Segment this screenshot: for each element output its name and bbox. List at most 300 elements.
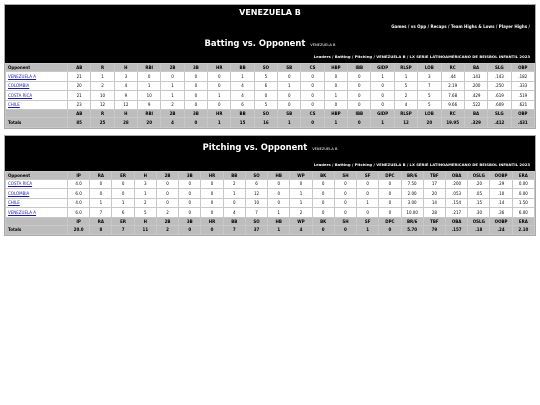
opponent-link-costa-rica[interactable]: COSTA RICA bbox=[8, 181, 33, 187]
crumb-tournament[interactable]: LX SERIE LATINOAMERICANO DE BEISBOL INFANTIL 2023 bbox=[409, 161, 530, 167]
stat-cell-2b: 0 bbox=[156, 198, 178, 208]
stat-cell-era: 0.00 bbox=[512, 189, 534, 199]
col-header-opponent: Opponent bbox=[6, 64, 68, 72]
col-header-oba: OBA bbox=[445, 171, 467, 179]
totals-cell-3b: 0 bbox=[184, 118, 207, 128]
crumb-pitching[interactable]: Pitching bbox=[354, 161, 373, 167]
stat-cell-rlsp: 5 bbox=[394, 81, 417, 91]
stat-cell-r: 12 bbox=[91, 100, 114, 110]
col-header-hb: HB bbox=[268, 217, 290, 225]
stat-cell-2b: 0 bbox=[156, 189, 178, 199]
col-header-hbp: HBP bbox=[324, 64, 347, 72]
stat-cell-sh: 0 bbox=[334, 208, 356, 218]
stat-cell-bb: 0 bbox=[223, 198, 245, 208]
col-header-obp: OBP bbox=[511, 64, 534, 72]
pitching-header bbox=[5, 136, 535, 171]
col-header-hr: HR bbox=[201, 171, 223, 179]
table-row bbox=[6, 189, 535, 199]
col-header-sb: SB bbox=[278, 110, 301, 118]
col-header-3b: 3B bbox=[179, 171, 201, 179]
col-header-bb: BB bbox=[223, 217, 245, 225]
stat-cell-er: 6 bbox=[112, 208, 134, 218]
nav-team-highs-lows[interactable]: Team Highs & Lows bbox=[450, 24, 495, 29]
stat-cell-rc: 7.68 bbox=[441, 91, 464, 101]
totals-cell-ba: .329 bbox=[464, 118, 487, 128]
col-header-3b: 3B bbox=[184, 64, 207, 72]
stat-cell-wp: 0 bbox=[290, 179, 312, 189]
stat-cell-ab: 23 bbox=[68, 100, 91, 110]
stat-cell-hr: 0 bbox=[208, 72, 231, 82]
col-header-so: SO bbox=[254, 110, 277, 118]
totals-cell-er: 7 bbox=[112, 225, 134, 235]
stat-cell-gidp: 1 bbox=[371, 72, 394, 82]
totals-cell-lob: 20 bbox=[418, 118, 441, 128]
col-header-rbi: RBI bbox=[138, 110, 161, 118]
crumb-pitching[interactable]: Pitching bbox=[354, 54, 373, 59]
stat-cell-oslg: .20 bbox=[468, 179, 490, 189]
stat-cell-hr: 0 bbox=[208, 81, 231, 91]
stat-cell-sb: 0 bbox=[278, 72, 301, 82]
stat-cell-2b: 0 bbox=[156, 179, 178, 189]
stat-cell-bb: 4 bbox=[231, 81, 254, 91]
table-row bbox=[6, 179, 535, 189]
opponent-link-venezuela-a[interactable]: VENEZUELA A bbox=[8, 73, 37, 79]
stat-cell-ra: 1 bbox=[90, 198, 112, 208]
stat-cell-oobp: .36 bbox=[490, 208, 512, 218]
totals-cell-hbp: 1 bbox=[324, 118, 347, 128]
stat-cell-lob: 5 bbox=[418, 100, 441, 110]
stat-cell-so: 10 bbox=[245, 198, 267, 208]
col-header-er: ER bbox=[112, 217, 134, 225]
stat-cell-2b: 2 bbox=[161, 100, 184, 110]
stat-cell-lob: 7 bbox=[418, 81, 441, 91]
stat-cell-hr: 0 bbox=[208, 100, 231, 110]
col-header-er: ER bbox=[112, 171, 134, 179]
totals-cell-ibb: 0 bbox=[348, 118, 371, 128]
stat-cell-lob: 5 bbox=[418, 91, 441, 101]
col-header-rc: RC bbox=[441, 110, 464, 118]
stat-cell-ibb: 0 bbox=[348, 91, 371, 101]
col-header-oobp: OOBP bbox=[490, 171, 512, 179]
stat-cell-er: 1 bbox=[112, 198, 134, 208]
crumb-batting[interactable]: Batting bbox=[334, 54, 351, 59]
crumb-leaders[interactable]: Leaders bbox=[313, 161, 331, 167]
col-header-obp: OBP bbox=[511, 110, 534, 118]
col-header-bb: BB bbox=[231, 110, 254, 118]
crumb-leaders[interactable]: Leaders bbox=[313, 54, 331, 59]
stat-cell-so: 5 bbox=[254, 72, 277, 82]
col-header-ibb: IBB bbox=[348, 64, 371, 72]
stat-cell-bk: 0 bbox=[312, 179, 334, 189]
pitching-breadcrumb: Leaders / Batting / Pitching / VENEZUELA B / LX SERIE LATINOAMERICANO DE BEISBOL INFANTIL 2023 bbox=[313, 161, 530, 167]
stat-cell-2b: 1 bbox=[161, 91, 184, 101]
col-header-hr: HR bbox=[208, 110, 231, 118]
stat-cell-3b: 0 bbox=[179, 189, 201, 199]
stat-cell-rlsp: 1 bbox=[394, 72, 417, 82]
totals-cell-dpc: 0 bbox=[379, 225, 401, 235]
opponent-cell bbox=[6, 100, 68, 110]
col-header-br-6: BR/6 bbox=[401, 171, 423, 179]
stat-cell-er: 0 bbox=[112, 179, 134, 189]
col-header-oba: OBA bbox=[445, 217, 467, 225]
opponent-link-chile[interactable]: CHILE bbox=[8, 102, 20, 108]
opponent-link-colombia[interactable]: COLOMBIA bbox=[8, 190, 30, 196]
col-header-3b: 3B bbox=[179, 217, 201, 225]
stat-cell-br-6: 10.00 bbox=[401, 208, 423, 218]
opponent-cell bbox=[6, 91, 68, 101]
col-header-2b: 2B bbox=[156, 217, 178, 225]
stat-cell-ab: 21 bbox=[68, 72, 91, 82]
col-header-3b: 3B bbox=[184, 110, 207, 118]
col-header-rlsp: RLSP bbox=[394, 64, 417, 72]
col-header-r: R bbox=[91, 64, 114, 72]
table-row bbox=[6, 198, 535, 208]
col-header-ab: AB bbox=[68, 110, 91, 118]
stat-cell-ra: 7 bbox=[90, 208, 112, 218]
stat-cell-sh: 0 bbox=[334, 198, 356, 208]
stat-cell-sh: 0 bbox=[334, 179, 356, 189]
totals-cell-bb: 7 bbox=[223, 225, 245, 235]
stat-cell-obp: .182 bbox=[511, 72, 534, 82]
stat-cell-bb: 4 bbox=[231, 91, 254, 101]
stat-cell-3b: 0 bbox=[179, 179, 201, 189]
stat-cell-bb: 4 bbox=[223, 208, 245, 218]
stat-cell-rbi: 1 bbox=[138, 81, 161, 91]
totals-cell-hr: 0 bbox=[201, 225, 223, 235]
stat-cell-3b: 0 bbox=[184, 72, 207, 82]
stat-cell-wp: 2 bbox=[290, 208, 312, 218]
col-header-hr: HR bbox=[208, 64, 231, 72]
stat-cell-lob: 3 bbox=[418, 72, 441, 82]
col-header-dpc: DPC bbox=[379, 171, 401, 179]
col-header-wp: WP bbox=[290, 171, 312, 179]
stat-cell-bk: 0 bbox=[312, 208, 334, 218]
col-header-ibb: IBB bbox=[348, 110, 371, 118]
stat-cell-hbp: 0 bbox=[324, 100, 347, 110]
col-header-bb: BB bbox=[223, 171, 245, 179]
stat-cell-hbp: 0 bbox=[324, 72, 347, 82]
col-header-so: SO bbox=[245, 171, 267, 179]
stat-cell-era: 6.00 bbox=[512, 208, 534, 218]
pitching-header-row bbox=[6, 171, 535, 179]
stat-cell-bb: 2 bbox=[223, 179, 245, 189]
stat-cell-oba: .154 bbox=[445, 198, 467, 208]
stat-cell-hr: 0 bbox=[201, 179, 223, 189]
totals-cell-ip: 20.0 bbox=[68, 225, 90, 235]
col-header-2b: 2B bbox=[156, 171, 178, 179]
totals-cell-br-6: 5.70 bbox=[401, 225, 423, 235]
totals-cell-bb: 15 bbox=[231, 118, 254, 128]
stat-cell-ibb: 0 bbox=[348, 100, 371, 110]
stat-cell-rbi: 10 bbox=[138, 91, 161, 101]
batting-card bbox=[4, 4, 536, 129]
stat-cell-h: 9 bbox=[114, 91, 137, 101]
totals-cell-sb: 1 bbox=[278, 118, 301, 128]
stat-cell-tbf: 28 bbox=[423, 208, 445, 218]
stat-cell-sf: 0 bbox=[357, 179, 379, 189]
col-header-hb: HB bbox=[268, 171, 290, 179]
crumb-team[interactable]: VENEZUELA B bbox=[376, 161, 406, 167]
stat-cell-ip: 4.0 bbox=[68, 198, 90, 208]
top-header bbox=[5, 5, 535, 63]
batting-table bbox=[5, 63, 535, 128]
stat-cell-obp: .333 bbox=[511, 81, 534, 91]
stat-cell-era: 0.00 bbox=[512, 179, 534, 189]
stat-cell-obp: .621 bbox=[511, 100, 534, 110]
col-header-era: ERA bbox=[512, 171, 534, 179]
stat-cell-hbp: 1 bbox=[324, 91, 347, 101]
col-header-slg: SLG bbox=[488, 110, 511, 118]
stat-cell-ibb: 0 bbox=[348, 81, 371, 91]
col-header-rc: RC bbox=[441, 64, 464, 72]
stat-cell-so: 6 bbox=[254, 81, 277, 91]
col-header-ba: BA bbox=[464, 64, 487, 72]
stat-cell-br-6: 7.50 bbox=[401, 179, 423, 189]
col-header-h: H bbox=[114, 110, 137, 118]
stat-cell-ab: 21 bbox=[68, 91, 91, 101]
stat-cell-slg: .143 bbox=[488, 72, 511, 82]
col-header-r: R bbox=[91, 110, 114, 118]
opponent-cell bbox=[6, 198, 68, 208]
table-row bbox=[6, 72, 535, 82]
stat-cell-bk: 0 bbox=[312, 189, 334, 199]
opponent-link-venezuela-a[interactable]: VENEZUELA A bbox=[8, 209, 37, 215]
col-header-oobp: OOBP bbox=[490, 217, 512, 225]
col-header-ip: IP bbox=[68, 171, 90, 179]
pitching-body bbox=[6, 179, 535, 217]
totals-cell-rlsp: 12 bbox=[394, 118, 417, 128]
stat-cell-ab: 20 bbox=[68, 81, 91, 91]
col-header-cs: CS bbox=[301, 64, 324, 72]
col-header-2b: 2B bbox=[161, 110, 184, 118]
col-header-ra: RA bbox=[90, 171, 112, 179]
stat-cell-oobp: .29 bbox=[490, 179, 512, 189]
stat-cell-ip: 6.0 bbox=[68, 189, 90, 199]
col-header-slg: SLG bbox=[488, 64, 511, 72]
col-header-2b: 2B bbox=[161, 64, 184, 72]
col-header-br-6: BR/6 bbox=[401, 217, 423, 225]
table-row bbox=[6, 91, 535, 101]
stat-cell-sf: 1 bbox=[357, 198, 379, 208]
stat-cell-rbi: 9 bbox=[138, 100, 161, 110]
pitching-table bbox=[5, 171, 535, 236]
col-header-sh: SH bbox=[334, 171, 356, 179]
batting-body bbox=[6, 72, 535, 110]
stat-cell-ba: .522 bbox=[464, 100, 487, 110]
stat-cell-rc: 2.19 bbox=[441, 81, 464, 91]
col-header-rlsp: RLSP bbox=[394, 110, 417, 118]
stat-cell-sf: 0 bbox=[357, 189, 379, 199]
stat-cell-dpc: 0 bbox=[379, 198, 401, 208]
stat-cell-er: 0 bbox=[112, 189, 134, 199]
col-header-wp: WP bbox=[290, 217, 312, 225]
stat-cell-oba: .217 bbox=[445, 208, 467, 218]
totals-cell-ra: 8 bbox=[90, 225, 112, 235]
totals-cell-hb: 1 bbox=[268, 225, 290, 235]
crumb-team[interactable]: VENEZUELA B bbox=[376, 54, 406, 59]
stat-cell-hr: 0 bbox=[201, 198, 223, 208]
stat-cell-gidp: 0 bbox=[371, 81, 394, 91]
stat-cell-ibb: 0 bbox=[348, 72, 371, 82]
stat-cell-oba: .200 bbox=[445, 179, 467, 189]
col-header-so: SO bbox=[245, 217, 267, 225]
stat-cell-bb: 1 bbox=[223, 189, 245, 199]
stat-cell-rlsp: 2 bbox=[394, 91, 417, 101]
stat-cell-r: 2 bbox=[91, 81, 114, 91]
nav-player-highs[interactable]: Player Highs bbox=[498, 24, 528, 29]
stat-cell-sb: 0 bbox=[278, 100, 301, 110]
col-header-opponent: Opponent bbox=[6, 171, 68, 179]
stat-cell-ba: .429 bbox=[464, 91, 487, 101]
totals-cell-2b: 4 bbox=[161, 118, 184, 128]
stat-cell-sh: 0 bbox=[334, 189, 356, 199]
col-header-blank bbox=[6, 110, 68, 118]
stat-cell-gidp: 0 bbox=[371, 100, 394, 110]
stat-cell-slg: .619 bbox=[488, 91, 511, 101]
totals-label: Totals bbox=[6, 118, 68, 128]
col-header-bb: BB bbox=[231, 64, 254, 72]
col-header-tbf: TBF bbox=[423, 171, 445, 179]
crumb-batting[interactable]: Batting bbox=[334, 161, 351, 167]
stat-cell-ba: .143 bbox=[464, 72, 487, 82]
pitching-totals-row bbox=[6, 225, 535, 235]
crumb-tournament[interactable]: LX SERIE LATINOAMERICANO DE BEISBOL INFANTIL 2023 bbox=[409, 54, 530, 59]
stat-cell-oobp: .14 bbox=[490, 198, 512, 208]
stat-cell-h: 3 bbox=[114, 72, 137, 82]
stat-cell-tbf: 20 bbox=[423, 189, 445, 199]
totals-cell-obp: .431 bbox=[511, 118, 534, 128]
stat-cell-rlsp: 4 bbox=[394, 100, 417, 110]
nav-vs-opp[interactable]: vs Opp bbox=[410, 24, 427, 29]
stat-cell-hb: 0 bbox=[268, 179, 290, 189]
stat-cell-h: 2 bbox=[134, 198, 156, 208]
nav-games[interactable]: Games bbox=[391, 24, 407, 29]
stat-cell-ip: 6.0 bbox=[68, 208, 90, 218]
stat-cell-so: 6 bbox=[245, 179, 267, 189]
stat-cell-2b: 2 bbox=[156, 208, 178, 218]
pitching-card bbox=[4, 135, 536, 237]
col-header-ba: BA bbox=[464, 110, 487, 118]
stat-cell-rbi: 0 bbox=[138, 72, 161, 82]
batting-header-row bbox=[6, 64, 535, 72]
stat-cell-hbp: 0 bbox=[324, 81, 347, 91]
col-header-oslg: OSLG bbox=[468, 217, 490, 225]
col-header-cs: CS bbox=[301, 110, 324, 118]
stat-cell-hb: 1 bbox=[268, 208, 290, 218]
stat-cell-oslg: .05 bbox=[468, 189, 490, 199]
col-header-bk: BK bbox=[312, 171, 334, 179]
table-row bbox=[6, 100, 535, 110]
stat-cell-2b: 1 bbox=[161, 81, 184, 91]
stat-cell-obp: .519 bbox=[511, 91, 534, 101]
stat-cell-wp: 1 bbox=[290, 189, 312, 199]
totals-cell-gidp: 1 bbox=[371, 118, 394, 128]
stat-cell-h: 3 bbox=[134, 179, 156, 189]
opponent-cell bbox=[6, 189, 68, 199]
stat-cell-3b: 0 bbox=[184, 81, 207, 91]
batting-breadcrumb: Leaders / Batting / Pitching / VENEZUELA B / LX SERIE LATINOAMERICANO DE BEISBOL INFANTIL 2023 bbox=[313, 54, 530, 59]
stat-cell-hb: 0 bbox=[268, 198, 290, 208]
totals-cell-so: 16 bbox=[254, 118, 277, 128]
totals-cell-wp: 4 bbox=[290, 225, 312, 235]
col-header-lob: LOB bbox=[418, 64, 441, 72]
nav-recaps[interactable]: Recaps bbox=[430, 24, 447, 29]
stat-cell-bb: 1 bbox=[231, 72, 254, 82]
stat-cell-sb: 1 bbox=[278, 81, 301, 91]
opponent-link-colombia[interactable]: COLOMBIA bbox=[8, 83, 30, 89]
stat-cell-oobp: .10 bbox=[490, 189, 512, 199]
totals-cell-oobp: .24 bbox=[490, 225, 512, 235]
stat-cell-3b: 0 bbox=[179, 208, 201, 218]
stat-cell-3b: 0 bbox=[184, 91, 207, 101]
table-row bbox=[6, 81, 535, 91]
stat-cell-sb: 0 bbox=[278, 91, 301, 101]
batting-totals-row bbox=[6, 118, 535, 128]
totals-cell-h: 28 bbox=[114, 118, 137, 128]
stat-cell-dpc: 0 bbox=[379, 189, 401, 199]
batting-summary-header-row bbox=[6, 110, 535, 118]
stat-cell-dpc: 0 bbox=[379, 179, 401, 189]
stat-cell-br-6: 2.00 bbox=[401, 189, 423, 199]
batting-title: Batting vs. Opponent bbox=[204, 38, 306, 48]
stat-cell-era: 1.50 bbox=[512, 198, 534, 208]
totals-cell-h: 11 bbox=[134, 225, 156, 235]
stat-cell-h: 4 bbox=[114, 81, 137, 91]
stat-cell-ra: 0 bbox=[90, 179, 112, 189]
totals-label: Totals bbox=[6, 225, 68, 235]
col-header-h: H bbox=[134, 217, 156, 225]
col-header-sh: SH bbox=[334, 217, 356, 225]
col-header-so: SO bbox=[254, 64, 277, 72]
stat-cell-ba: .200 bbox=[464, 81, 487, 91]
opponent-cell bbox=[6, 72, 68, 82]
stat-cell-slg: .609 bbox=[488, 100, 511, 110]
stat-cell-cs: 0 bbox=[301, 81, 324, 91]
col-header-h: H bbox=[114, 64, 137, 72]
pitching-title: Pitching vs. Opponent bbox=[202, 141, 308, 152]
page bbox=[4, 4, 536, 242]
stat-cell-rc: .44 bbox=[441, 72, 464, 82]
stat-cell-so: 12 bbox=[245, 189, 267, 199]
stat-cell-2b: 0 bbox=[161, 72, 184, 82]
stat-cell-3b: 0 bbox=[184, 100, 207, 110]
stat-cell-rc: 9.66 bbox=[441, 100, 464, 110]
batting-section-title bbox=[5, 34, 535, 52]
col-header-rbi: RBI bbox=[138, 64, 161, 72]
totals-cell-cs: 0 bbox=[301, 118, 324, 128]
opponent-cell bbox=[6, 179, 68, 189]
totals-cell-bk: 0 bbox=[312, 225, 334, 235]
col-header-tbf: TBF bbox=[423, 217, 445, 225]
col-header-sf: SF bbox=[357, 171, 379, 179]
batting-subtitle: VENEZUELA B bbox=[310, 43, 336, 47]
stat-cell-hr: 0 bbox=[201, 189, 223, 199]
stat-cell-h: 5 bbox=[134, 208, 156, 218]
stat-cell-gidp: 0 bbox=[371, 91, 394, 101]
opponent-cell bbox=[6, 208, 68, 218]
pitching-summary-header-row bbox=[6, 217, 535, 225]
opponent-link-chile[interactable]: CHILE bbox=[8, 200, 20, 206]
totals-cell-ab: 85 bbox=[68, 118, 91, 128]
opponent-cell bbox=[6, 81, 68, 91]
stat-cell-so: 0 bbox=[254, 91, 277, 101]
stat-cell-h: 12 bbox=[114, 100, 137, 110]
opponent-link-costa-rica[interactable]: COSTA RICA bbox=[8, 92, 33, 98]
col-header-h: H bbox=[134, 171, 156, 179]
totals-cell-2b: 2 bbox=[156, 225, 178, 235]
stat-cell-dpc: 0 bbox=[379, 208, 401, 218]
totals-cell-so: 37 bbox=[245, 225, 267, 235]
